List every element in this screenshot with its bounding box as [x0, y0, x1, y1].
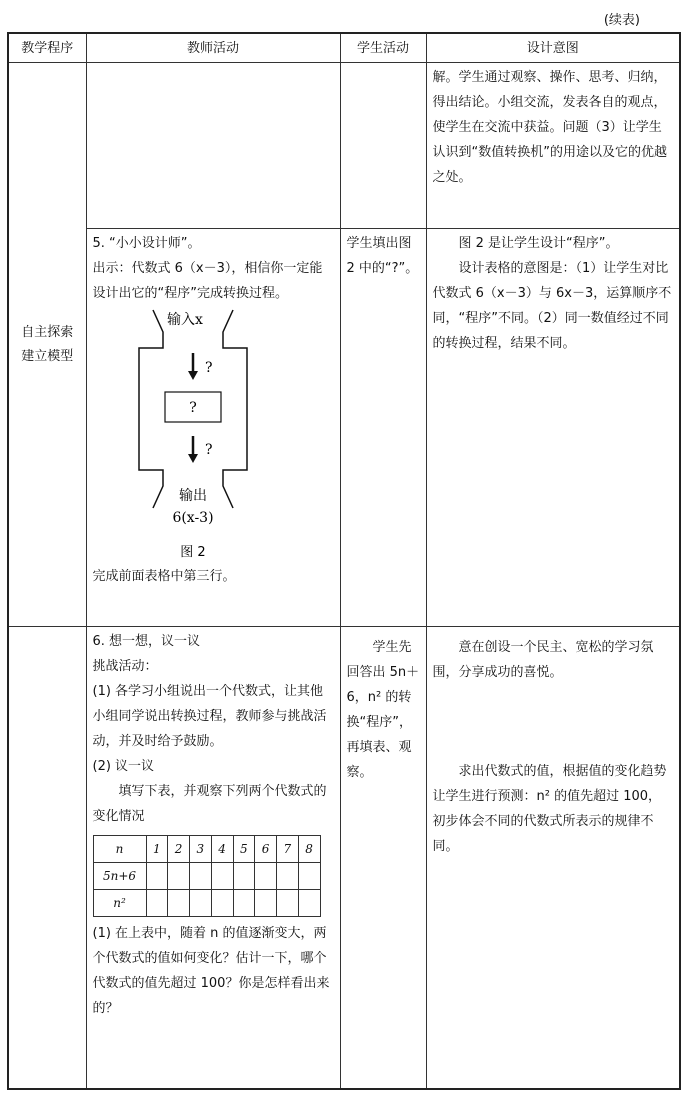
header-design: 设计意图 — [426, 33, 680, 63]
values-empty-cell — [298, 863, 320, 890]
values-header-cell: 3 — [190, 836, 212, 863]
values-header-cell: 1 — [146, 836, 168, 863]
teacher-cell — [86, 229, 340, 627]
values-header-cell: 7 — [277, 836, 299, 863]
design-text: 求出代数式的值，根据值的变化趋势让学生进行预测：n² 的值先超过 100，初步体会不同的代数式所表示的规律不同。 — [432, 764, 667, 854]
values-row — [93, 890, 320, 917]
table-row — [8, 229, 680, 627]
values-empty-cell — [233, 863, 255, 890]
design-text: 意在创设一个民主、宽松的学习氛围，分享成功的喜悦。 — [432, 640, 654, 680]
stage-cell: 自主探索建立模型 — [8, 63, 86, 627]
output-label: 输出 — [178, 488, 207, 504]
student-text: 学生填出图 2 中的“?”。 — [346, 236, 419, 276]
values-empty-cell — [168, 890, 190, 917]
design-cell — [426, 229, 680, 627]
machine-svg — [93, 308, 333, 564]
values-empty-cell — [233, 890, 255, 917]
values-header-cell: 2 — [168, 836, 190, 863]
activity-text: 填写下表，并观察下列两个代数式的变化情况 — [92, 784, 327, 824]
values-row — [93, 863, 320, 890]
continued-label: (续表) — [603, 13, 640, 28]
student-cell — [340, 229, 426, 627]
student-cell — [340, 627, 426, 1089]
values-header-cell: 6 — [255, 836, 277, 863]
activity-title: 6. 想一想，议一议 — [92, 634, 201, 649]
question-mark-1: ? — [204, 360, 213, 376]
values-header-cell: 4 — [211, 836, 233, 863]
teacher-cell — [86, 63, 340, 229]
student-cell — [340, 63, 426, 229]
values-header-row — [93, 836, 320, 863]
activity-title: 5. “小小设计师”。 — [92, 236, 201, 251]
teacher-cell — [86, 627, 340, 1089]
arrow-head-icon — [188, 371, 198, 380]
values-empty-cell — [255, 863, 277, 890]
values-header-cell: n — [93, 836, 146, 863]
activity-text: 出示：代数式 6（x－3），相信你一定能设计出它的“程序”完成转换过程。 — [92, 261, 323, 301]
figure-caption: 图 2 — [179, 545, 206, 560]
values-empty-cell — [277, 863, 299, 890]
values-empty-cell — [277, 890, 299, 917]
design-text: 解。学生通过观察、操作、思考、归纳，得出结论。小组交流，发表各自的观点，使学生在交流中获益。问题（3）让学生认识到“数值转换机”的用途以及它的优越之处。 — [432, 70, 667, 185]
machine-right-outline — [223, 310, 247, 508]
box-question-mark: ? — [188, 400, 197, 416]
output-expression: 6(x-3) — [171, 510, 214, 526]
question-mark-2: ? — [204, 442, 213, 458]
arrow-head-icon — [188, 454, 198, 463]
values-empty-cell — [190, 890, 212, 917]
activity-question: (1) 在上表中，随着 n 的值逐渐变大，两个代数式的值如何变化？估计一下，哪个代数式的值先超过 100？你是怎样看出来的？ — [92, 926, 330, 1016]
activity-text: (1) 各学习小组说出一个代数式，让其他小组同学说出转换过程，教师参与挑战活动，并及时给予鼓励。 — [92, 684, 327, 749]
values-header-cell: 5 — [233, 836, 255, 863]
activity-subtitle: 挑战活动： — [92, 659, 158, 674]
header-student: 学生活动 — [340, 33, 426, 63]
table-row — [8, 627, 680, 1089]
values-empty-cell — [211, 890, 233, 917]
lesson-table — [7, 32, 681, 1090]
design-cell — [426, 63, 680, 229]
student-text: 学生先回答出 5n＋6，n² 的转换“程序”，再填表、观察。 — [346, 640, 420, 780]
header-row — [8, 33, 680, 63]
conversion-machine-diagram — [93, 308, 334, 564]
header-stage: 教学程序 — [8, 33, 86, 63]
values-header-cell: 8 — [298, 836, 320, 863]
values-empty-cell — [255, 890, 277, 917]
machine-left-outline — [139, 310, 163, 508]
activity-end-text: 完成前面表格中第三行。 — [92, 569, 236, 584]
header-teacher: 教师活动 — [86, 33, 340, 63]
values-row-label: 5n+6 — [93, 863, 146, 890]
values-empty-cell — [146, 863, 168, 890]
values-empty-cell — [168, 863, 190, 890]
values-table — [93, 835, 321, 917]
activity-text: (2) 议一议 — [92, 759, 155, 774]
values-empty-cell — [211, 863, 233, 890]
design-text: 图 2 是让学生设计“程序”。 — [458, 236, 619, 251]
values-row-label: n² — [93, 890, 146, 917]
design-text: 设计表格的意图是：（1）让学生对比代数式 6（x－3）与 6x－3，运算顺序不同，“程序”不同。（2）同一数值经过不同的转换过程，结果不同。 — [432, 261, 672, 351]
values-empty-cell — [190, 863, 212, 890]
input-label: 输入x — [166, 312, 203, 328]
design-cell — [426, 627, 680, 1089]
values-empty-cell — [146, 890, 168, 917]
table-row — [8, 63, 680, 229]
values-empty-cell — [298, 890, 320, 917]
stage-cell — [8, 627, 86, 1089]
